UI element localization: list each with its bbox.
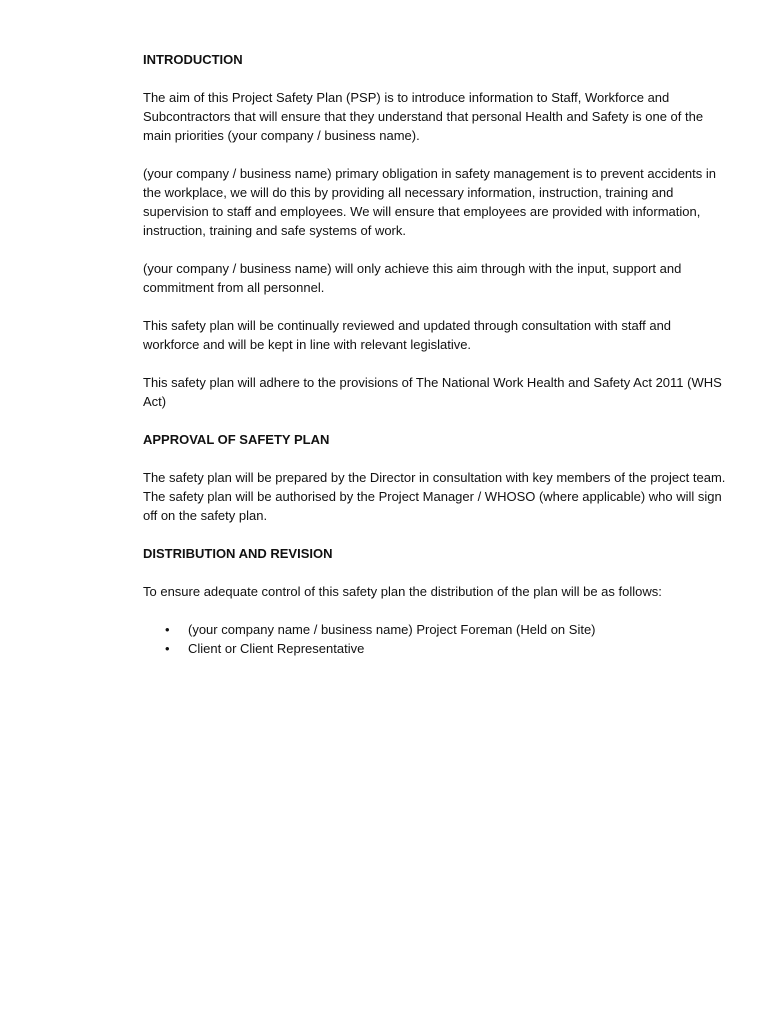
introduction-paragraph-5: This safety plan will adhere to the provisions of The National Work Health and Safety Act 2011 (WHS Act) — [143, 375, 722, 409]
distribution-paragraph-1: To ensure adequate control of this safety plan the distribution of the plan will be as follows: — [143, 584, 662, 599]
bullet-icon: • — [165, 622, 170, 637]
distribution-heading: DISTRIBUTION AND REVISION — [143, 546, 333, 561]
introduction-paragraph-1: The aim of this Project Safety Plan (PSP) is to introduce information to Staff, Workforce and Subcontractors that will ensure that they understand that personal Health and Safety is one of the main priorities (your company / business name). — [143, 90, 704, 143]
introduction-paragraph-4: This safety plan will be continually reviewed and updated through consultation with staff and workforce and will be kept in line with relevant legislative. — [143, 318, 672, 352]
distribution-list — [143, 620, 728, 658]
introduction-paragraph-2: (your company / business name) primary obligation in safety management is to prevent accidents in the workplace, we will do this by providing all necessary information, instruction, training and supervision to staff and employees. We will ensure that employees are provided with information, instruction, training and safe systems of work. — [143, 166, 717, 238]
bullet-icon: • — [165, 641, 170, 656]
introduction-heading: INTRODUCTION — [143, 52, 243, 67]
list-item-text: (your company name / business name) Project Foreman (Held on Site) — [188, 622, 596, 637]
document-page — [143, 50, 728, 658]
introduction-paragraph-3: (your company / business name) will only achieve this aim through with the input, support and commitment from all personnel. — [143, 261, 682, 295]
approval-heading: APPROVAL OF SAFETY PLAN — [143, 432, 330, 447]
list-item — [143, 639, 728, 658]
list-item — [143, 620, 728, 639]
approval-paragraph-1: The safety plan will be prepared by the Director in consultation with key members of the project team. The safety plan will be authorised by the Project Manager / WHOSO (where applicable) who will sign off on the safety plan. — [143, 470, 726, 523]
list-item-text: Client or Client Representative — [188, 641, 365, 656]
